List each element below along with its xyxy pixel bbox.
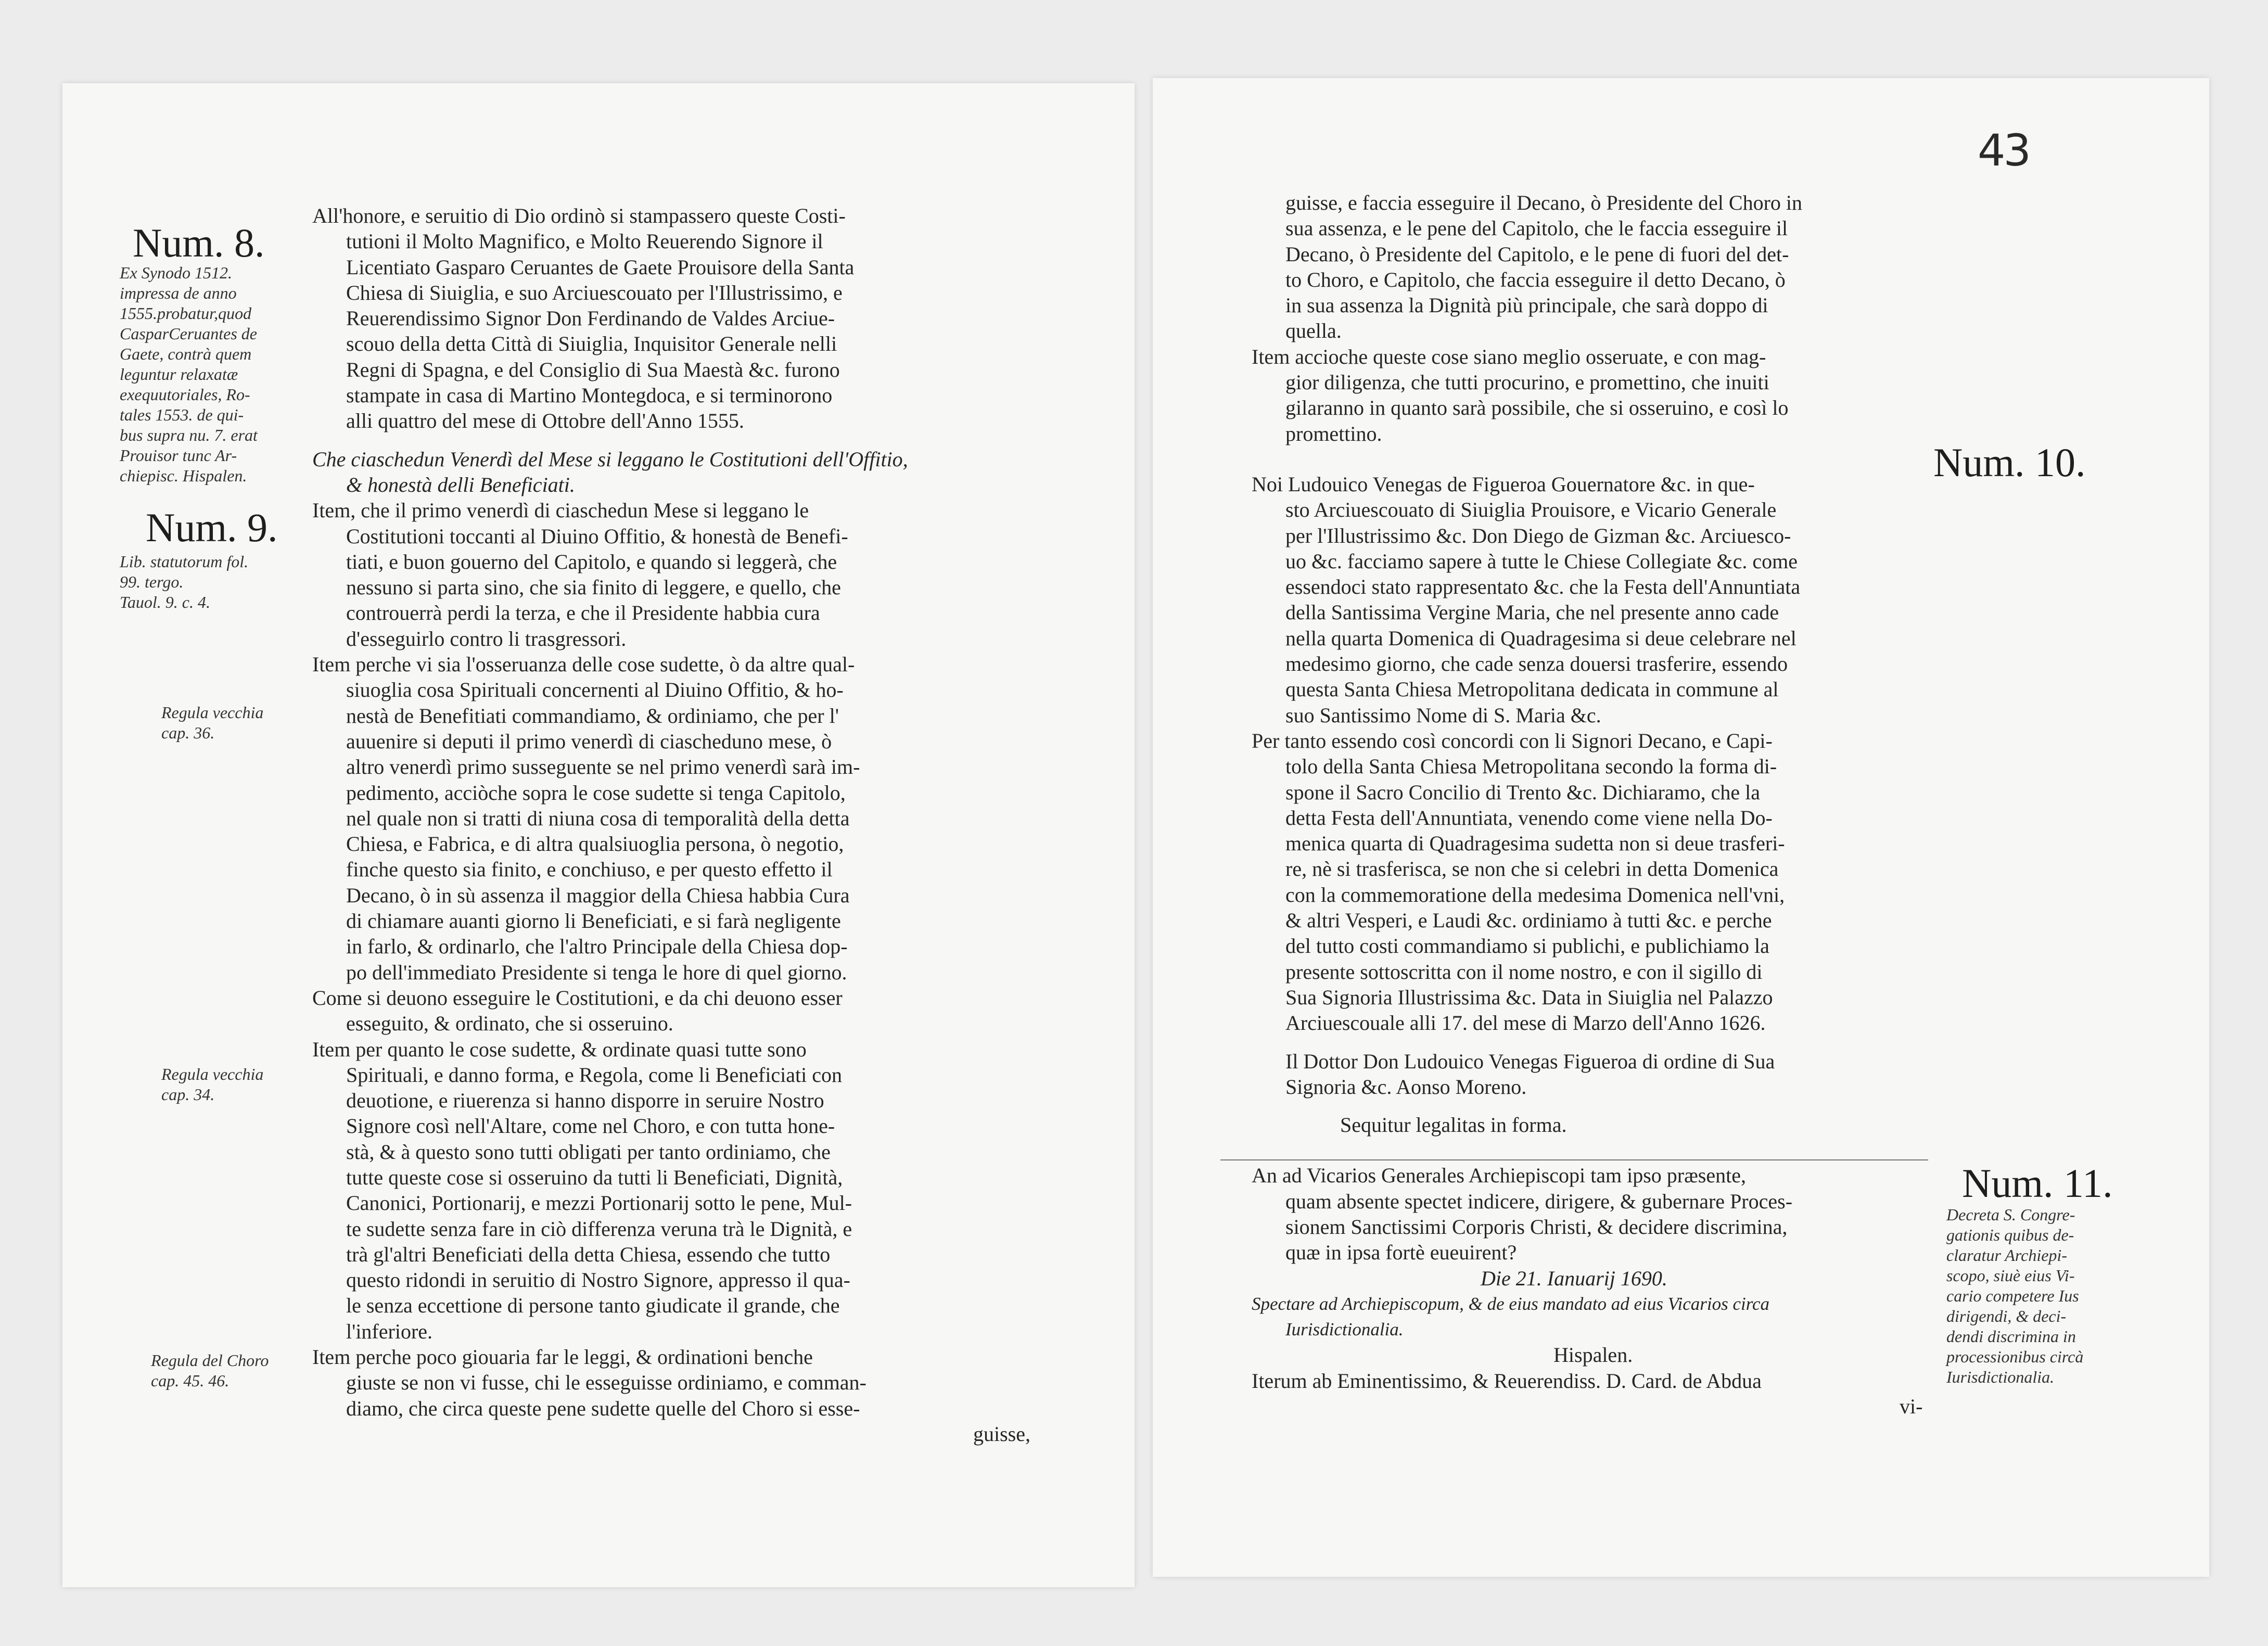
question-line: quam absente spectet indicere, dirigere, & gubernare Proces-: [1285, 1189, 1793, 1213]
text-line: scouo della detta Città di Siuiglia, Inquisitor Generale nelli: [346, 332, 837, 356]
text-line: menica quarta di Quadragesima sudetta non si deue trasferi-: [1285, 832, 1785, 856]
text-line: alli quattro del mese di Ottobre dell'Anno 1555.: [346, 409, 744, 433]
text-line: po dell'immediato Presidente si tenga le hore di quel giorno.: [346, 960, 847, 984]
text-line: nella quarta Domenica di Quadragesima si deue celebrare nel: [1285, 626, 1796, 650]
margin-note-num9: [120, 552, 248, 613]
margin-note-line: gationis quibus de-: [1946, 1226, 2074, 1244]
text-line: Regni di Spagna, e del Consiglio di Sua Maestà &c. furono: [346, 358, 840, 381]
text-line: Signore così nell'Altare, come nel Choro, e con tutta hone-: [346, 1114, 835, 1138]
margin-note-line: CasparCeruantes de: [120, 324, 257, 343]
margin-note-line: cario competere Ius: [1946, 1286, 2079, 1305]
section-heading: Che ciaschedun Venerdì del Mese si leggano le Costitutioni dell'Offitio,: [312, 447, 908, 471]
margin-note-line: bus supra nu. 7. erat: [120, 426, 258, 444]
margin-note-line: scopo, siuè eius Vi-: [1946, 1266, 2075, 1285]
catchword: vi-: [1900, 1395, 1923, 1419]
date-line: Die 21. Ianuarij 1690.: [1481, 1266, 1667, 1290]
text-line: Sua Signoria Illustrissima &c. Data in Siuiglia nel Palazzo: [1285, 985, 1773, 1009]
text-line: to Choro, e Capitolo, che faccia esseguire il detto Decano, ò: [1285, 267, 1786, 291]
text-line: Arciuescouale alli 17. del mese di Marzo dell'Anno 1626.: [1285, 1011, 1766, 1035]
decision-line: Iurisdictionalia.: [1285, 1319, 1404, 1340]
text-line: trà gl'altri Beneficiati della detta Chiesa, essendo che tutto: [346, 1242, 831, 1266]
text-line: te sudette senza fare in ciò differenza veruna trà le Dignità, e: [346, 1217, 852, 1241]
folio-number: 43: [1978, 125, 2029, 176]
question-line: quæ in ipsa fortè eueuirent?: [1285, 1241, 1517, 1265]
signature-line: Il Dottor Don Ludouico Venegas Figueroa di ordine di Sua: [1285, 1049, 1775, 1073]
text-line: controuerrà perdi la terza, e che il Presidente habbia cura: [346, 601, 820, 625]
margin-note-line: exequutoriales, Ro-: [120, 385, 250, 404]
text-line: Licentiato Gasparo Ceruantes de Gaete Prouisore della Santa: [346, 255, 855, 279]
text-line: medesimo giorno, che cade senza douersi trasferire, essendo: [1285, 652, 1788, 676]
decision-line: Spectare ad Archiepiscopum, & de eius mandato ad eius Vicarios circa: [1252, 1293, 1770, 1314]
question-line: sionem Sanctissimi Corporis Christi, & decidere discrimina,: [1285, 1215, 1788, 1239]
text-line: questa Santa Chiesa Metropolitana dedicata in commune al: [1285, 678, 1779, 701]
right-page: [1153, 78, 2209, 1577]
text-line: per l'Illustrissimo &c. Don Diego de Gizman &c. Arciuesco-: [1285, 524, 1791, 547]
text-line: della Santissima Vergine Maria, che nel presente anno cade: [1285, 601, 1779, 624]
text-line: con la commemoratione della medesima Domenica nell'vni,: [1285, 883, 1785, 907]
margin-note-line: chiepisc. Hispalen.: [120, 466, 247, 485]
text-line: suo Santissimo Nome di S. Maria &c.: [1285, 703, 1601, 727]
margin-heading-num10: Num. 10.: [1933, 440, 2086, 485]
text-line: Noi Ludouico Venegas de Figueroa Gouernatore &c. in que-: [1252, 472, 1755, 496]
margin-note-line: cap. 45. 46.: [151, 1371, 230, 1390]
text-line: in sua assenza la Dignità più principale, che sarà doppo di: [1285, 294, 1768, 317]
text-line: Per tanto essendo così concordi con li Signori Decano, e Capi-: [1252, 729, 1773, 752]
margin-note-regula-choro: [151, 1350, 269, 1391]
margin-note-line: Gaete, contrà quem: [120, 344, 252, 363]
margin-note-line: Ex Synodo 1512.: [120, 263, 232, 282]
text-line: le senza eccettione di persone tanto giudicate il grande, che: [346, 1294, 840, 1318]
text-line: deuotione, e riuerenza si hanno disporre in seruire Nostro: [346, 1089, 824, 1113]
margin-note-line: Lib. statutorum fol.: [120, 552, 249, 571]
left-main-text: [312, 203, 1103, 1447]
text-line: altro venerdì primo susseguente se nel primo venerdì sarà im-: [346, 755, 860, 779]
text-line: detta Festa dell'Annuntiata, venendo come viene nella Do-: [1285, 806, 1773, 830]
margin-note-num11: [1946, 1205, 2083, 1387]
sequitur-line: Sequitur legalitas in forma.: [1340, 1113, 1567, 1137]
margin-note-line: cap. 36.: [161, 723, 215, 742]
margin-note-line: impressa de anno: [120, 284, 237, 302]
margin-heading-num8: Num. 8.: [133, 220, 265, 265]
text-line: siuoglia cosa Spirituali concernenti al Diuino Offitio, & ho-: [346, 678, 844, 702]
text-line: & altri Vesperi, e Laudi &c. ordiniamo à tutti &c. e perche: [1285, 909, 1772, 933]
text-line: gior diligenza, che tutti procurino, e promettino, che inuiti: [1285, 371, 1769, 394]
text-line: Item, che il primo venerdì di ciaschedun Mese si leggano le: [312, 499, 809, 522]
section-heading: & honestà delli Beneficiati.: [346, 473, 575, 496]
margin-note-line: Regula del Choro: [151, 1351, 269, 1370]
text-line: tutte queste cose si osseruino da tutti li Beneficiati, Dignità,: [346, 1165, 843, 1189]
text-line: Decano, ò Presidente del Capitolo, e le pene di fuori del det-: [1285, 242, 1789, 266]
text-line: nel quale non si tratti di niuna cosa di temporalità della detta: [346, 806, 850, 830]
margin-note-line: dendi discrimina in: [1946, 1327, 2076, 1346]
margin-note-line: claratur Archiepi-: [1946, 1246, 2067, 1265]
margin-note-line: Regula vecchia: [161, 703, 264, 722]
margin-note-line: tales 1553. de qui-: [120, 405, 244, 424]
text-line: essendoci stato rappresentato &c. che la Festa dell'Annuntiata: [1285, 575, 1801, 599]
margin-heading-num9: Num. 9.: [146, 505, 278, 550]
margin-note-regula-34: [161, 1064, 263, 1105]
margin-heading-num11: Num. 11.: [1962, 1160, 2113, 1206]
text-line: di chiamare auanti giorno li Beneficiati, e si farà negligente: [346, 909, 841, 933]
question-line: An ad Vicarios Generales Archiepiscopi tam ipso præsente,: [1252, 1164, 1746, 1188]
text-line: Decano, ò in sù assenza il maggior della Chiesa habbia Cura: [346, 883, 850, 907]
text-line: re, nè si trasferisca, se non che si celebri in detta Domenica: [1285, 857, 1779, 881]
text-line: All'honore, e seruitio di Dio ordinò si stampassero queste Costi-: [312, 204, 846, 227]
margin-note-line: Regula vecchia: [161, 1065, 264, 1083]
text-line: Spirituali, e danno forma, e Regola, come li Beneficiati con: [346, 1063, 843, 1087]
text-line: d'esseguirlo contro li trasgressori.: [346, 627, 627, 650]
text-line: l'inferiore.: [346, 1319, 433, 1343]
text-line: nessuno si parta sino, che sia finito di leggere, e quello, che: [346, 576, 841, 599]
text-line: diamo, che circa queste pene sudette quelle del Choro si esse-: [346, 1396, 860, 1420]
text-line: presente sottoscritta con il nome nostro, e con il sigillo di: [1285, 960, 1763, 984]
text-line: guisse, e faccia esseguire il Decano, ò Presidente del Choro in: [1285, 191, 1803, 214]
text-line: pedimento, acciòche sopra le cose sudette si tenga Capitolo,: [346, 781, 846, 805]
text-line: Costitutioni toccanti al Diuino Offitio, & honestà de Benefi-: [346, 524, 848, 548]
text-line: giuste se non vi fusse, chi le esseguisse ordiniamo, e comman-: [346, 1371, 867, 1395]
text-line: Chiesa di Siuiglia, e suo Arciuescouato per l'Illustrissimo, e: [346, 280, 843, 304]
margin-note-line: processionibus circà: [1946, 1347, 2084, 1366]
text-line: auuenire si deputi il primo venerdì di ciascheduno mese, ò: [346, 729, 832, 753]
text-line: finche questo sia finito, e conchiuso, e per questo effetto il: [346, 858, 833, 882]
margin-note-line: 1555.probatur,quod: [120, 304, 252, 323]
text-line: sua assenza, e le pene del Capitolo, che le faccia esseguire il: [1285, 216, 1788, 240]
text-line: Item perche vi sia l'osseruanza delle cose sudette, ò da altre qual-: [312, 653, 855, 677]
text-line: Canonici, Portionarij, e mezzi Portionarij sotto le pene, Mul-: [346, 1191, 852, 1215]
text-line: questo ridondi in seruitio di Nostro Signore, appresso il qua-: [346, 1268, 850, 1292]
text-line: Item accioche queste cose siano meglio osseruate, e con mag-: [1252, 344, 1766, 368]
text-line: uo &c. facciamo sapere à tutte le Chiese Collegiate &c. come: [1285, 549, 1798, 573]
text-line: stà, & à questo sono tutti obligati per tanto ordiniamo, che: [346, 1140, 831, 1164]
margin-note-line: Tauol. 9. c. 4.: [120, 593, 210, 611]
text-line: del tutto costi commandiamo si publichi, e publichiamo la: [1285, 934, 1769, 958]
margin-note-line: Decreta S. Congre-: [1946, 1205, 2075, 1224]
margin-note-line: Prouisor tunc Ar-: [120, 446, 237, 465]
text-line: sto Arciuescouato di Siuiglia Prouisore, e Vicario Generale: [1285, 498, 1777, 522]
text-line: quella.: [1285, 319, 1342, 343]
margin-note-num8: [120, 263, 258, 486]
text-line: Come si deuono esseguire le Costitutioni, e da chi deuono esser: [312, 986, 843, 1010]
text-line: tutioni il Molto Magnifico, e Molto Reuerendo Signore il: [346, 229, 823, 253]
text-line: stampate in casa di Martino Montegdoca, e si terminorono: [346, 384, 833, 407]
text-line: Reuerendissimo Signor Don Ferdinando de Valdes Arciue-: [346, 307, 835, 330]
margin-note-line: Iurisdictionalia.: [1946, 1368, 2055, 1386]
text-line: in farlo, & ordinarlo, che l'altro Principale della Chiesa dop-: [346, 935, 848, 959]
margin-note-line: cap. 34.: [161, 1085, 215, 1104]
text-line: Item per quanto le cose sudette, & ordinate quasi tutte sono: [312, 1037, 807, 1061]
margin-note-line: leguntur relaxatæ: [120, 365, 238, 384]
text-line: tiati, e buon gouerno del Capitolo, e quando si leggerà, che: [346, 550, 837, 573]
text-line: tolo della Santa Chiesa Metropolitana secondo la forma di-: [1285, 755, 1777, 779]
catchword: guisse,: [973, 1422, 1030, 1446]
text-line: Item perche poco giouaria far le leggi, & ordinationi benche: [312, 1345, 813, 1369]
text-line: promettino.: [1285, 422, 1382, 445]
place-line: Hispalen.: [1553, 1343, 1633, 1367]
left-page: [62, 83, 1135, 1587]
margin-note-regula-36: [161, 703, 263, 743]
margin-note-line: dirigendi, & deci-: [1946, 1307, 2067, 1325]
right-main-text: [1252, 190, 1939, 1419]
text-line: Chiesa, e Fabrica, e di altra qualsiuoglia persona, ò negotio,: [346, 832, 844, 856]
text-line: spone il Sacro Concilio di Trento &c. Dichiaramo, che la: [1285, 780, 1761, 804]
text-line: gilaranno in quanto sarà possibile, che si osseruino, e così lo: [1285, 396, 1789, 420]
text-line: esseguito, & ordinato, che si osseruino.: [346, 1012, 673, 1036]
signature-line: Signoria &c. Aonso Moreno.: [1285, 1075, 1527, 1099]
margin-note-line: 99. tergo.: [120, 572, 184, 591]
text-line: Iterum ab Eminentissimo, & Reuerendiss. D. Card. de Abdua: [1252, 1369, 1762, 1393]
text-line: nestà de Benefitiati commandiamo, & ordiniamo, che per l': [346, 704, 839, 728]
